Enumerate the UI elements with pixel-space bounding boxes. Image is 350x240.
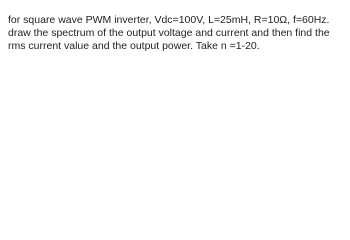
question-line-1: for square wave PWM inverter, Vdc=100V, L=25mH, R=10Ω, f=60Hz. <box>8 14 330 26</box>
question-line-3: rms current value and the output power. Take n =1-20. <box>8 40 260 52</box>
question-line-2: draw the spectrum of the output voltage and current and then find the <box>8 27 330 39</box>
question-text <box>8 14 346 53</box>
